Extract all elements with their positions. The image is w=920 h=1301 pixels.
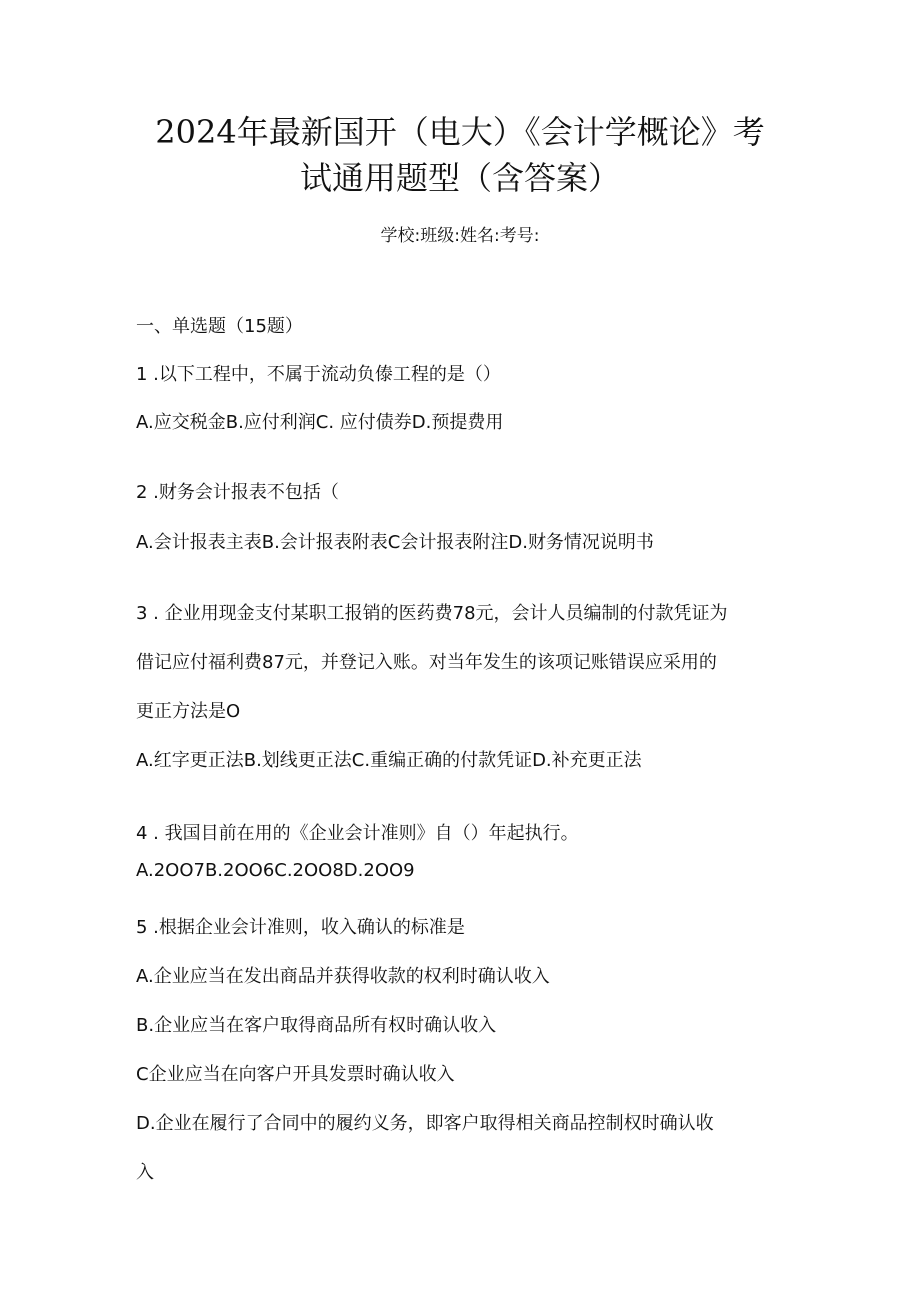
question-4-options: A.2OO7B.2OO6C.2OO8D.2OO9: [136, 860, 415, 881]
document-title-line-1: 2024年最新国开（电大）《会计学概论》考: [155, 113, 765, 151]
question-5-option-b: B.企业应当在客户取得商品所有权时确认收入: [136, 1015, 497, 1036]
question-4-stem: 4 . 我国目前在用的《企业会计准则》自（）年起执行。: [136, 823, 579, 844]
question-3-options: A.红字更正法B.划线更正法C.重编正确的付款凭证D.补充更正法: [136, 750, 642, 771]
question-2-options: A.会计报表主表B.会计报表附表C会计报表附注D.财务情况说明书: [136, 532, 654, 553]
section-heading: 一、单选题（15题）: [136, 316, 303, 337]
question-3-stem-line-1: 3 . 企业用现金支付某职工报销的医药费78元，会计人员编制的付款凭证为: [136, 603, 728, 624]
question-5-option-a: A.企业应当在发出商品并获得收款的权利时确认收入: [136, 966, 550, 987]
question-3-stem-line-3: 更正方法是O: [136, 701, 241, 722]
question-2-stem: 2 .财务会计报表不包括（: [136, 482, 339, 503]
question-1-stem: 1 .以下工程中，不属于流动负傣工程的是（）: [136, 364, 501, 385]
question-3-stem-line-2: 借记应付福利费87元，并登记入账。对当年发生的该项记账错误应采用的: [136, 652, 717, 673]
question-1-options: A.应交税金B.应付利润C. 应付债券D.预提费用: [136, 412, 504, 433]
student-info-line: 学校:班级:姓名:考号:: [380, 226, 540, 246]
question-5-option-d-line-2: 入: [136, 1162, 154, 1183]
document-title-line-2: 试通用题型（含答案）: [299, 159, 620, 197]
question-5-option-d-line-1: D.企业在履行了合同中的履约义务，即客户取得相关商品控制权时确认收: [136, 1113, 714, 1134]
question-5-option-c: C企业应当在向客户开具发票时确认收入: [136, 1064, 455, 1085]
question-5-stem: 5 .根据企业会计准则，收入确认的标准是: [136, 917, 465, 938]
